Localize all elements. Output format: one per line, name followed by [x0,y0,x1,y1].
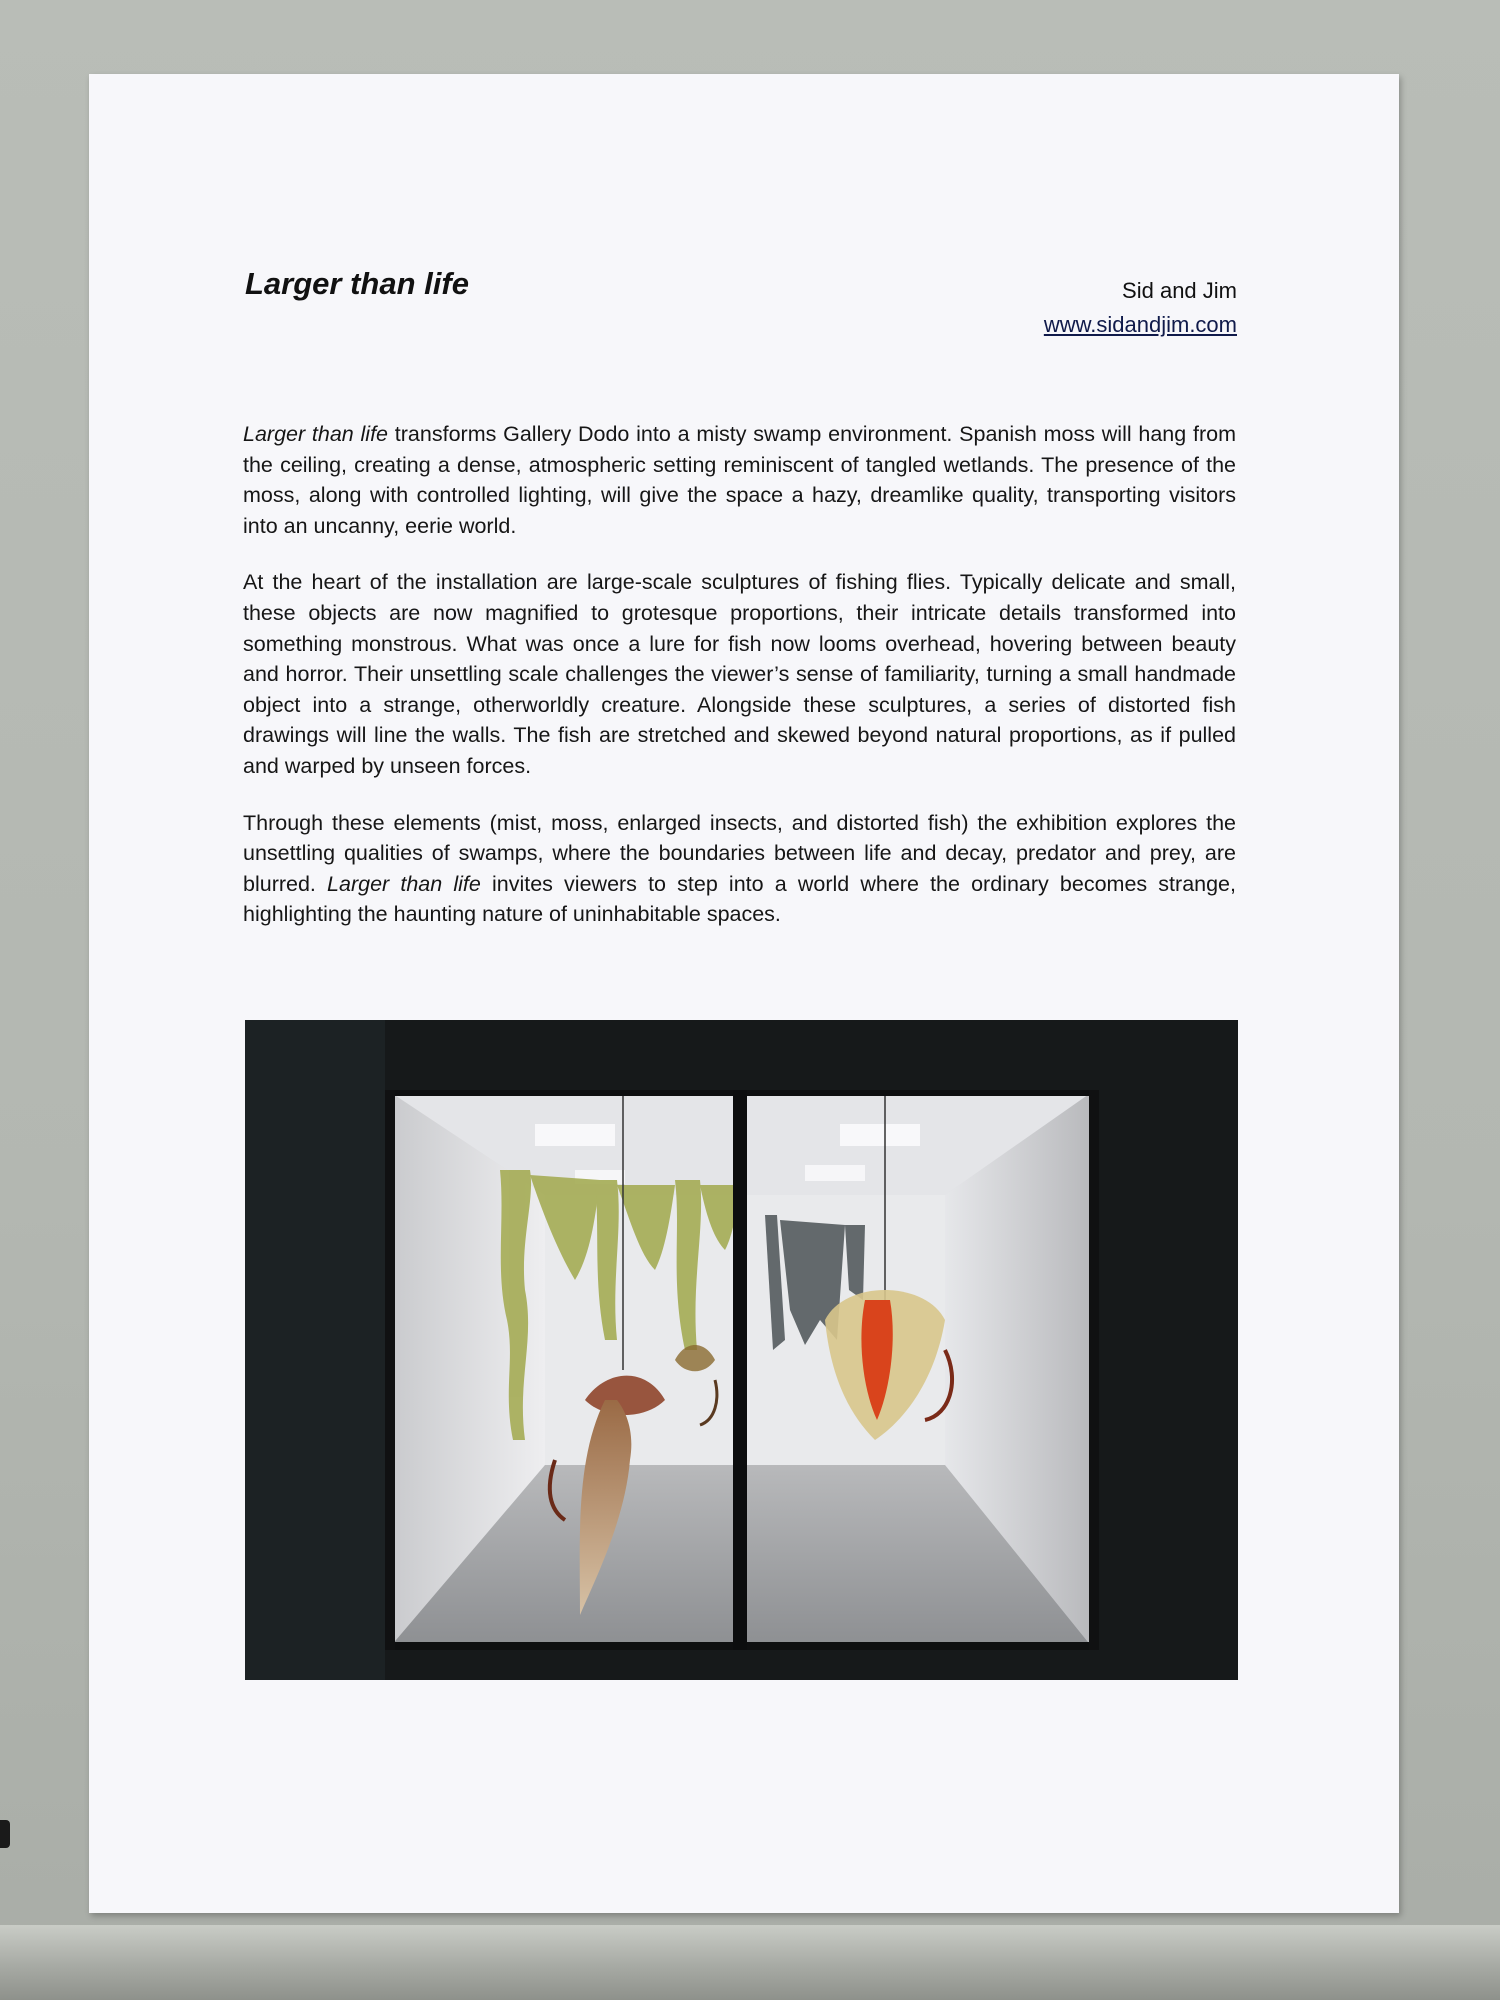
paragraph-text: invites viewers to step into a world where the ordinary becomes strange, highlighting the haunting nature of uninhabitable spaces. [243,871,1236,927]
artist-block [1044,274,1237,342]
artist-name: Sid and Jim [1122,278,1237,303]
website-link[interactable]: www.sidandjim.com [1043,312,1237,337]
paragraph-3 [243,808,1236,930]
document-title: Larger than life [245,266,469,301]
paragraph-text: transforms Gallery Dodo into a misty swamp environment. Spanish moss will hang from the ceiling, creating a dense, atmospheric setting reminiscent of tangled wetlands. The presence of the moss, along with controlled lighting, will give the space a hazy, dreamlike quality, transporting visitors into an uncanny, eerie world. [243,422,1236,538]
wall-ledge [0,1925,1500,2000]
body-text [243,419,1236,956]
paragraph-2 [243,567,1236,781]
wall-mark [0,1820,10,1848]
paragraph-text: Through these elements (mist, moss, enlarged insects, and distorted fish) the exhibition explores the unsettling qualities of swamps, where the boundaries between life and decay, predator and prey, are blurred. [243,810,1236,896]
installation-photo-image [245,1020,1238,1680]
italic-title-ref: Larger than life [327,871,481,896]
paragraph-text: At the heart of the installation are large-scale sculptures of fishing flies. Typically delicate and small, these objects are now magnified to grotesque proportions, their intricate details transformed into something monstrous. What was once a lure for fish now looms overhead, hovering between beauty and horror. Their unsettling scale challenges the viewer’s sense of familiarity, turning a small handmade object into a strange, otherworldly creature. Alongside these sculptures, a series of distorted fish drawings will line the walls. The fish are stretched and skewed beyond natural proportions, as if pulled and warped by unseen forces. [243,570,1236,778]
printed-sheet [89,74,1399,1913]
italic-title-ref: Larger than life [243,422,389,446]
installation-photo [245,1020,1238,1680]
paragraph-1 [243,419,1236,541]
